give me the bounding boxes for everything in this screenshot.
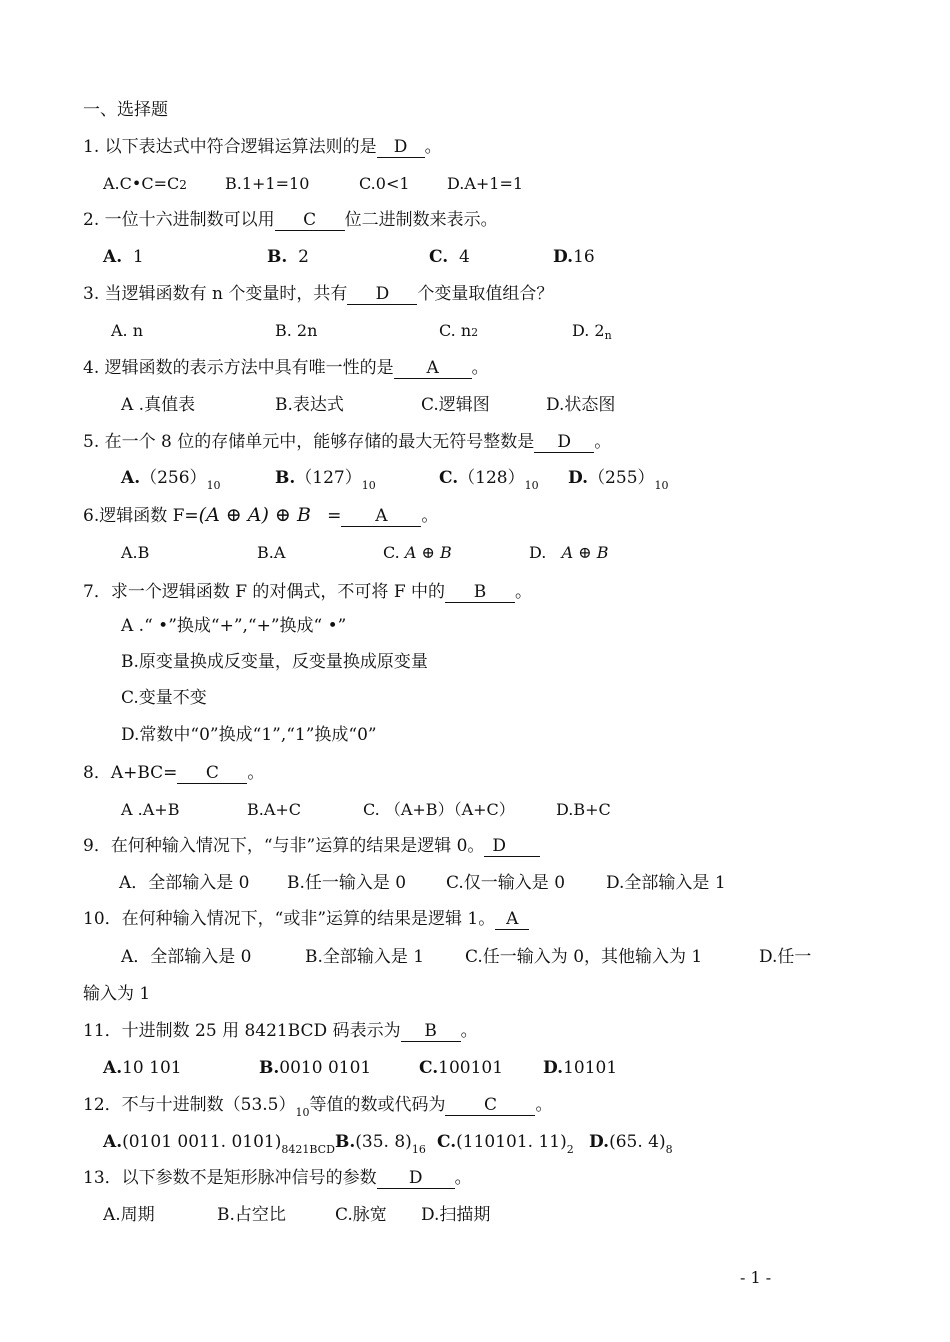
question-end: 。 [421, 506, 439, 526]
option-c: C. n2 [439, 321, 479, 340]
page-number: - 1 - [740, 1268, 772, 1287]
question-stem: 9．在何种输入情况下，“与非”运算的结果是逻辑 0。 [83, 836, 485, 856]
question-6: 6.逻辑函数 F=(A ⊕ A) ⊕ B = A 。 [83, 504, 439, 526]
question-12: 12．不与十进制数$(53.5)_{10}$等值的数或代码为 C 。 [83, 1095, 553, 1119]
question-end: 。 [515, 582, 533, 602]
option-a: A.(0101 0011. $0101)_{8421BCD}$ [103, 1132, 335, 1156]
option-d-continuation: 输入为 1 [83, 984, 151, 1004]
question-stem: 11．十进制数 25 用 8421BCD 码表示为 [83, 1021, 401, 1041]
option-c: C. 4 [429, 247, 470, 267]
question-stem: 12．不与十进制数（53.5） [83, 1095, 296, 1115]
question-7 [83, 582, 532, 603]
question-1 [83, 137, 442, 158]
option-c: C.(110101. $11)_2$ [437, 1132, 574, 1156]
option-b: $B.(127)_{10}$ [275, 468, 376, 492]
answer-blank: B [445, 583, 515, 603]
option-c: C. （A+B）（A+C） [363, 800, 515, 819]
option-d: D.(65. $4)_8$ [589, 1132, 673, 1156]
question-9 [83, 836, 540, 857]
question-stem: 6.逻辑函数 F= [83, 506, 199, 526]
option-a: A .A+B [121, 800, 180, 819]
option-b: B.全部输入是 1 [305, 947, 425, 967]
option-b: B. 2n [275, 321, 318, 340]
question-stem: 8．A+BC= [83, 763, 178, 783]
option-b: B.A+C [247, 800, 302, 819]
question-end: 个变量取值组合？ [417, 284, 554, 304]
question-3 [83, 284, 553, 305]
option-d: D. A ⊕ B [529, 543, 609, 562]
option-c: C.0<1 [359, 174, 410, 193]
option-b: B.占空比 [217, 1205, 286, 1225]
question-11 [83, 1021, 478, 1042]
option-c: C. A ⊕ B [383, 543, 452, 562]
option-a: A．全部输入是 0 [121, 947, 252, 967]
option-a: A.周期 [103, 1205, 155, 1225]
option-c: C.脉宽 [335, 1205, 387, 1225]
question-stem: 2. 一位十六进制数可以用 [83, 210, 275, 230]
option-a: A.10 101 [103, 1058, 182, 1078]
option-a: $A.(256)_{10}$ [121, 468, 221, 492]
option-b: B. 2 [267, 247, 309, 267]
question-stem: 4. 逻辑函数的表示方法中具有唯一性的是 [83, 358, 394, 378]
option-a: A.C•C=C2 [103, 174, 187, 193]
option-b: B.任一输入是 0 [287, 873, 407, 893]
option-c: C.仅一输入是 0 [446, 873, 566, 893]
question-stem: 5. 在一个 8 位的存储单元中，能够存储的最大无符号整数是 [83, 432, 535, 452]
option-a: A. n [111, 321, 144, 340]
question-13 [83, 1168, 472, 1189]
option-d: D.任一 [759, 947, 812, 967]
question-end: 。 [460, 1021, 478, 1041]
answer-blank: D [377, 1169, 455, 1189]
question-stem: 13．以下参数不是矩形脉冲信号的参数 [83, 1168, 377, 1188]
option-d: D.B+C [556, 800, 611, 819]
answer-blank: A [394, 359, 472, 379]
answer-blank: A [341, 507, 421, 527]
option-b: B.A [257, 543, 286, 562]
answer-blank: C [445, 1096, 535, 1116]
question-4 [83, 358, 489, 379]
option-b: B.0010 0101 [259, 1058, 372, 1078]
option-b: B.1+1=10 [225, 174, 310, 193]
option-a: A．全部输入是 0 [119, 873, 250, 893]
option-b: B.原变量换成反变量，反变量换成原变量 [121, 652, 428, 672]
option-c: C.任一输入为 0，其他输入为 1 [465, 947, 703, 967]
option-b: B.(35. $8)_{16}$ [335, 1132, 426, 1156]
option-a: A.B [121, 543, 150, 562]
option-d: D.16 [553, 247, 595, 267]
option-d: D.常数中“0”换成“1”,“1”换成“0” [121, 725, 377, 745]
question-end: 。 [535, 1095, 553, 1115]
option-d: D.状态图 [546, 395, 616, 415]
section-title: 一、选择题 [83, 100, 168, 120]
question-stem: 7．求一个逻辑函数 F 的对偶式，不可将 F 中的 [83, 582, 446, 602]
question-stem: 10．在何种输入情况下，“或非”运算的结果是逻辑 1。 [83, 909, 496, 929]
option-d: D.10101 [543, 1058, 618, 1078]
option-d: D.A+1=1 [447, 174, 524, 193]
answer-blank: C [275, 211, 345, 231]
question-end: 。 [247, 763, 265, 783]
option-d: $D.(255)_{10}$ [568, 468, 669, 492]
question-end: 。 [471, 358, 489, 378]
answer-blank: D [484, 837, 540, 857]
question-10 [83, 909, 529, 930]
question-end: 。 [454, 1168, 472, 1188]
question-stem: 1. 以下表达式中符合逻辑运算法则的是 [83, 137, 377, 157]
answer-blank: D [377, 138, 425, 158]
option-c: $C.(128)_{10}$ [439, 468, 539, 492]
option-d: D.全部输入是 1 [606, 873, 726, 893]
option-c: C.100101 [419, 1058, 504, 1078]
question-end: 。 [424, 137, 442, 157]
formula: (A ⊕ A) ⊕ B [198, 504, 311, 526]
answer-blank: A [495, 910, 529, 930]
question-stem: 3. 当逻辑函数有 n 个变量时，共有 [83, 284, 348, 304]
answer-blank: B [401, 1022, 461, 1042]
answer-blank: C [177, 764, 247, 784]
option-c: C.变量不变 [121, 688, 207, 708]
question-5 [83, 432, 611, 453]
option-a: A .真值表 [121, 395, 196, 415]
question-8 [83, 763, 264, 784]
option-a: A. 1 [103, 247, 144, 267]
option-b: B.表达式 [275, 395, 344, 415]
answer-blank: D [347, 285, 417, 305]
option-a: A .“ •”换成“+”,“+”换成“ •” [121, 616, 347, 636]
option-d: D. 2n [572, 321, 612, 342]
question-2 [83, 210, 498, 231]
question-end: 。 [594, 432, 612, 452]
question-end: 位二进制数来表示。 [344, 210, 498, 230]
answer-blank: D [534, 433, 594, 453]
option-d: D.扫描期 [421, 1205, 491, 1225]
option-c: C.逻辑图 [421, 395, 490, 415]
